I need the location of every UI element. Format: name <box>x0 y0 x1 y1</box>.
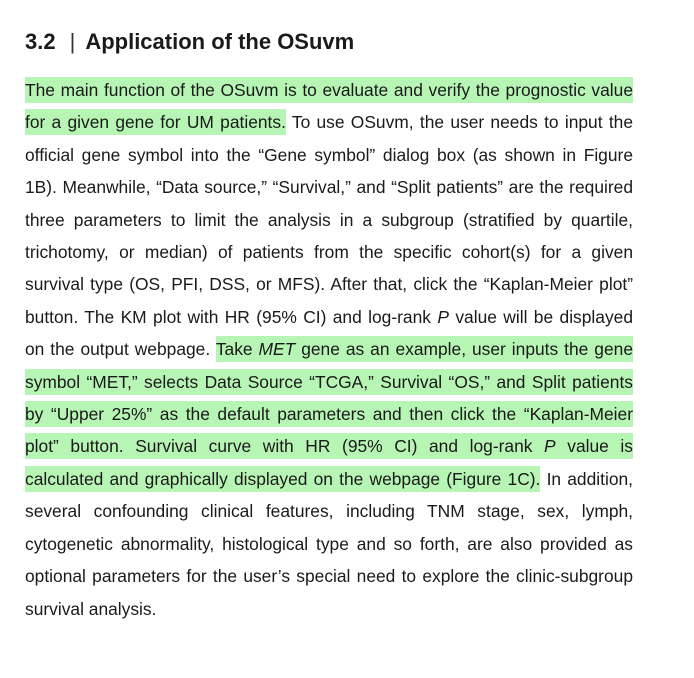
body-paragraph <box>25 74 633 625</box>
text-segment-3: In addition, several confounding clinical features, including TNM stage, sex, lymph, cytogenetic abnormality, histological type and so forth, are also provided as optional parameters for the user’s special need to explore the clinic-subgroup survival analysis. <box>25 468 633 619</box>
highlight-2-part-c: value is calculated and graphically displayed on the webpage (Figure 1C). <box>25 436 633 489</box>
highlight-2-part-a: Take <box>215 339 259 360</box>
section-number: 3.2 <box>25 29 56 54</box>
highlight-1: The main function of the OSuvm is to evaluate and verify the prognostic value for a given gene for UM patients. <box>25 77 633 135</box>
italic-gene-met: MET <box>258 339 296 360</box>
section-title: Application of the OSuvm <box>85 29 355 54</box>
italic-p-2: P <box>544 436 556 457</box>
italic-p-1: P <box>437 306 449 327</box>
section-heading <box>25 22 633 62</box>
text-segment-1: To use OSuvm, the user needs to input the official gene symbol into the “Gene symbol” dialog box (as shown in Figure 1B). Meanwhile, “Data source,” “Survival,” and “Split patients” are the required three parameters to limit the analysis in a subgroup (stratified by quartile, trichotomy, or median) of patients from the specific cohort(s) for a given survival type (OS, PFI, DSS, or MFS). After that, click the “Kaplan-Meier plot” button. The KM plot with HR (95% CI) and log-rank <box>25 112 633 327</box>
document-page <box>25 22 633 625</box>
highlight-2-part-b: gene as an example, user inputs the gene symbol “MET,” selects Data Source “TCGA,” Survival “OS,” and Split patients by “Upper 25%” as the default parameters and then click the “Kaplan-Meier plot” button. Survival curve with HR (95% CI) and log-rank <box>25 339 633 457</box>
section-separator: | <box>69 29 76 54</box>
text-segment-2: value will be displayed on the output webpage. <box>25 306 634 360</box>
